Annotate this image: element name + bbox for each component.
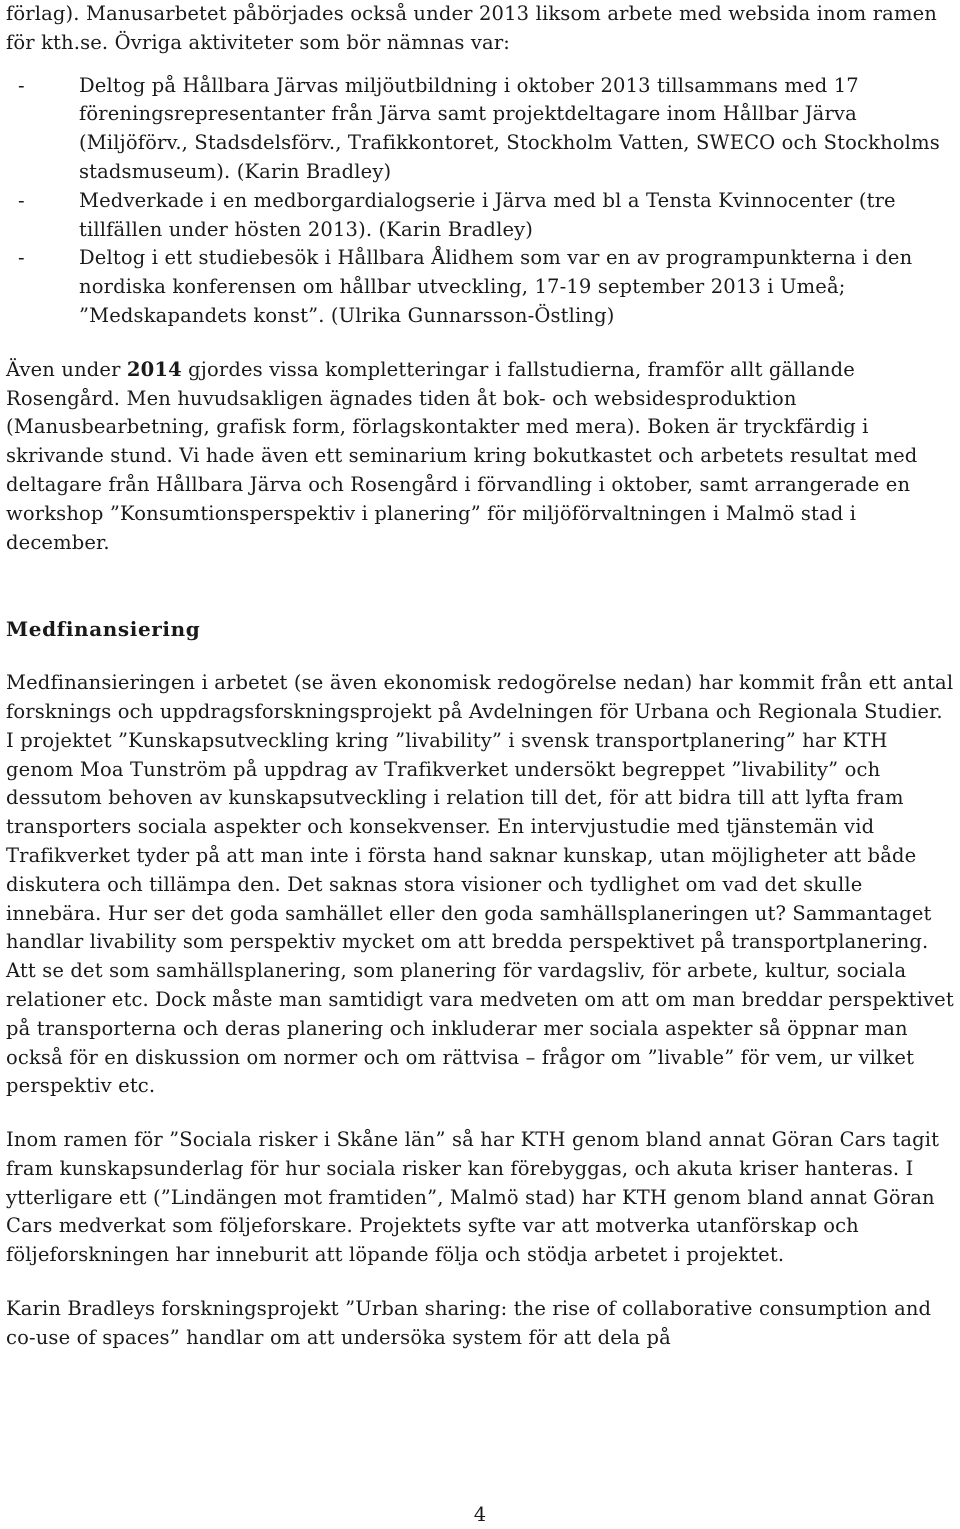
body-paragraph: Inom ramen för ”Sociala risker i Skåne län” så har KTH genom bland annat Göran Cars tagit fram kunskapsunderlag för hur sociala risker kan förebyggas, och akuta kriser hanteras. I ytterligare ett (”Lindängen mot framtiden”, Malmö stad) har KTH genom bland annat Göran Cars medverkat som följeforskare. Projektets syfte var att motverka utanförskap och följeforskningen har inneburit att löpande följa och stödja arbetet i projektet. (6, 1128, 940, 1267)
spacer (6, 331, 956, 356)
document-page (6, 0, 956, 1353)
paragraph-2014-rest: gjordes vissa kompletteringar i fallstudierna, framför allt gällande Rosengård. Men huvudsakligen ägnades tiden åt bok- och websidesproduktion (Manusbearbetning, grafisk form, förlagskontakter med mera). Boken är tryckfärdig i skrivande stund. Vi hade även ett seminarium kring bokutkastet och arbetets resultat med deltagare från Hållbara Järva och Rosengård i förvandling i oktober, samt arrangerade en workshop ”Konsumtionsperspektiv i planering” för miljöförvaltningen i Malmö stad i december. (6, 357, 918, 554)
spacer (6, 644, 956, 669)
list-dash: - (18, 188, 25, 212)
page-number: 4 (473, 1503, 487, 1526)
list-dash: - (18, 246, 25, 270)
spacer (6, 58, 956, 72)
year-2014: 2014 (126, 357, 182, 381)
paragraph-2014-start: Även under (6, 357, 127, 381)
list-item (6, 244, 956, 330)
body-paragraph: Karin Bradleys forskningsprojekt ”Urban sharing: the rise of collaborative consumption and co-use of spaces” handlar om att undersöka system för att dela på (6, 1297, 932, 1349)
paragraph-2014 (6, 356, 956, 558)
list-item (6, 187, 956, 245)
list-item-text: Medverkade i en medborgardialogserie i Järva med bl a Tensta Kvinnocenter (tre tillfällen under hösten 2013). (Karin Bradley) (79, 188, 896, 241)
spacer (6, 1101, 956, 1126)
activity-list (6, 72, 956, 331)
list-item-text: Deltog i ett studiebesök i Hållbara Ålidhem som var en av programpunkterna i den nordiska konferensen om hållbar utveckling, 17-19 september 2013 i Umeå; ”Medskapandets konst”. (Ulrika Gunnarsson-Östling) (79, 246, 913, 327)
list-item-text: Deltog på Hållbara Järvas miljöutbildning i oktober 2013 tillsammans med 17 föreningsrepresentanter från Järva samt projektdeltagare inom Hållbar Järva (Miljöförv., Stadsdelsförv., Trafikkontoret, Stockholm Vatten, SWECO och Stockholms stadsmuseum). (Karin Bradley) (79, 73, 940, 183)
list-dash: - (18, 73, 25, 97)
list-item (6, 72, 956, 187)
spacer (6, 557, 956, 615)
body-paragraph: Medfinansieringen i arbetet (se även ekonomisk redogörelse nedan) har kommit från ett antal forsknings och uppdragsforskningsprojekt på Avdelningen för Urbana och Regionala Studier. I projektet ”Kunskapsutveckling kring ”livability” i svensk transportplanering” har KTH genom Moa Tunström på uppdrag av Trafikverket undersökt begreppet ”livability” och dessutom behoven av kunskapsutveckling i relation till det, för att bidra till att lyfta fram transporters sociala aspekter och konsekvenser. En intervjustudie med tjänstemän vid Trafikverket tyder på att man inte i första hand saknar kunskap, utan möjligheter att både diskutera och tillämpa den. Det saknas stora visioner och tydlighet om vad det skulle innebära. Hur ser det goda samhället eller den goda samhällsplaneringen ut? Sammantaget handlar livability som perspektiv mycket om att bredda perspektivet på transportplanering. Att se det som samhällsplanering, som planering för vardagsliv, för arbete, kultur, sociala relationer etc. Dock måste man samtidigt vara medveten om att om man breddar perspektivet på transporterna och deras planering och inkluderar mer sociala aspekter så öppnar man också för en diskussion om normer och om rättvisa – frågor om ”livable” för vem, ur vilket perspektiv etc. (6, 671, 954, 1098)
spacer (6, 1270, 956, 1295)
section-heading: Medfinansiering (6, 617, 201, 642)
intro-paragraph: förlag). Manusarbetet påbörjades också under 2013 liksom arbete med websida inom ramen för kth.se. Övriga aktiviteter som bör nämnas var: (6, 2, 937, 54)
